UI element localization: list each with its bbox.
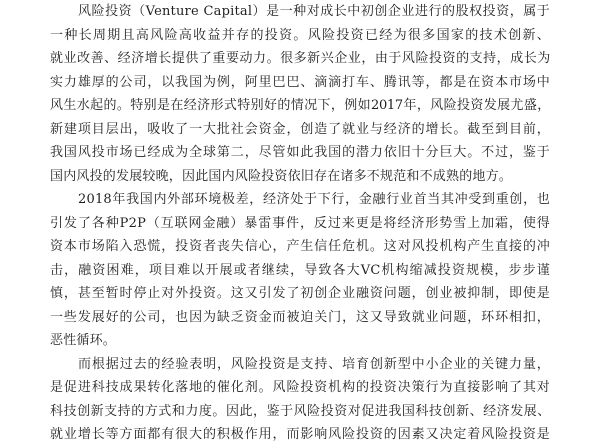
paragraph-line: 而根据过去的经验表明，风险投资是支持、培育创新型中小企业的关键力量，	[78, 356, 550, 372]
paragraph-line: 国内风投的发展较晚，因此国内风险投资依旧存在诸多不规范和不成熟的地方。	[50, 168, 513, 184]
paragraph-line: 科技创新支持的方式和力度。因此，鉴于风险投资对促进我国科技创新、经济发展、	[50, 403, 550, 419]
paragraph-line: 2018年我国内外部环境极差，经济处于下行，金融行业首当其冲受到重创，也	[78, 192, 550, 207]
paragraph-line: 引发了各种P2P（互联网金融）暴雷事件，反过来更是将经济形势雪上加霜，使得	[50, 215, 550, 231]
paragraph-line: 实力雄厚的公司，以我国为例，阿里巴巴、滴滴打车、腾讯等，都是在资本市场中	[50, 74, 550, 90]
paragraph-line: 我国风投市场已经成为全球第二，尽管如此我国的潜力依旧十分巨大。不过，鉴于	[50, 145, 550, 160]
paragraph-line: 就业增长等方面都有很大的积极作用，而影响风险投资的因素又决定着风险投资是	[50, 427, 550, 442]
paragraph-line: 新建项目层出，吸收了一大批社会资金，创造了就业与经济的增长。截至到目前，	[50, 121, 550, 137]
paragraph-line: 资本市场陷入恐慌，投资者丧失信心，产生信任危机。这对风投机构产生直接的冲	[50, 239, 550, 254]
paragraph-line: 风险投资（Venture Capital）是一种对成长中初创企业进行的股权投资，属于	[78, 4, 550, 19]
paragraph-2018-environment	[50, 188, 550, 353]
paragraph-line: 就业改善、经济增长提供了重要动力。很多新兴企业，由于风险投资的支持，成长为	[50, 51, 550, 66]
paragraph-line: 一种长周期且高风险高收益并存的投资。风险投资已经为很多国家的技术创新、	[50, 27, 550, 43]
paragraph-venture-capital-intro	[50, 0, 550, 188]
paragraph-line: 一些发展好的公司，也因为缺乏资金而被迫关门，这又导致就业问题，环环相扣，	[50, 309, 550, 325]
paragraph-line: 击，融资困难，项目难以开展或者继续，导致各大VC机构缩减投资规模，步步谨	[50, 262, 550, 278]
paragraph-catalyst	[50, 353, 550, 442]
document-body	[50, 0, 550, 442]
paragraph-line: 慎，甚至暂时停止对外投资。这又引发了初创企业融资问题，创业被抑制，即使是	[50, 286, 550, 301]
paragraph-line: 风生水起的。特别是在经济形式特别好的情况下，例如2017年，风险投资发展尤盛，	[50, 98, 550, 113]
paragraph-line: 是促进科技成果转化落地的催化剂。风险投资机构的投资决策行为直接影响了其对	[50, 380, 550, 395]
paragraph-line: 恶性循环。	[50, 333, 117, 348]
